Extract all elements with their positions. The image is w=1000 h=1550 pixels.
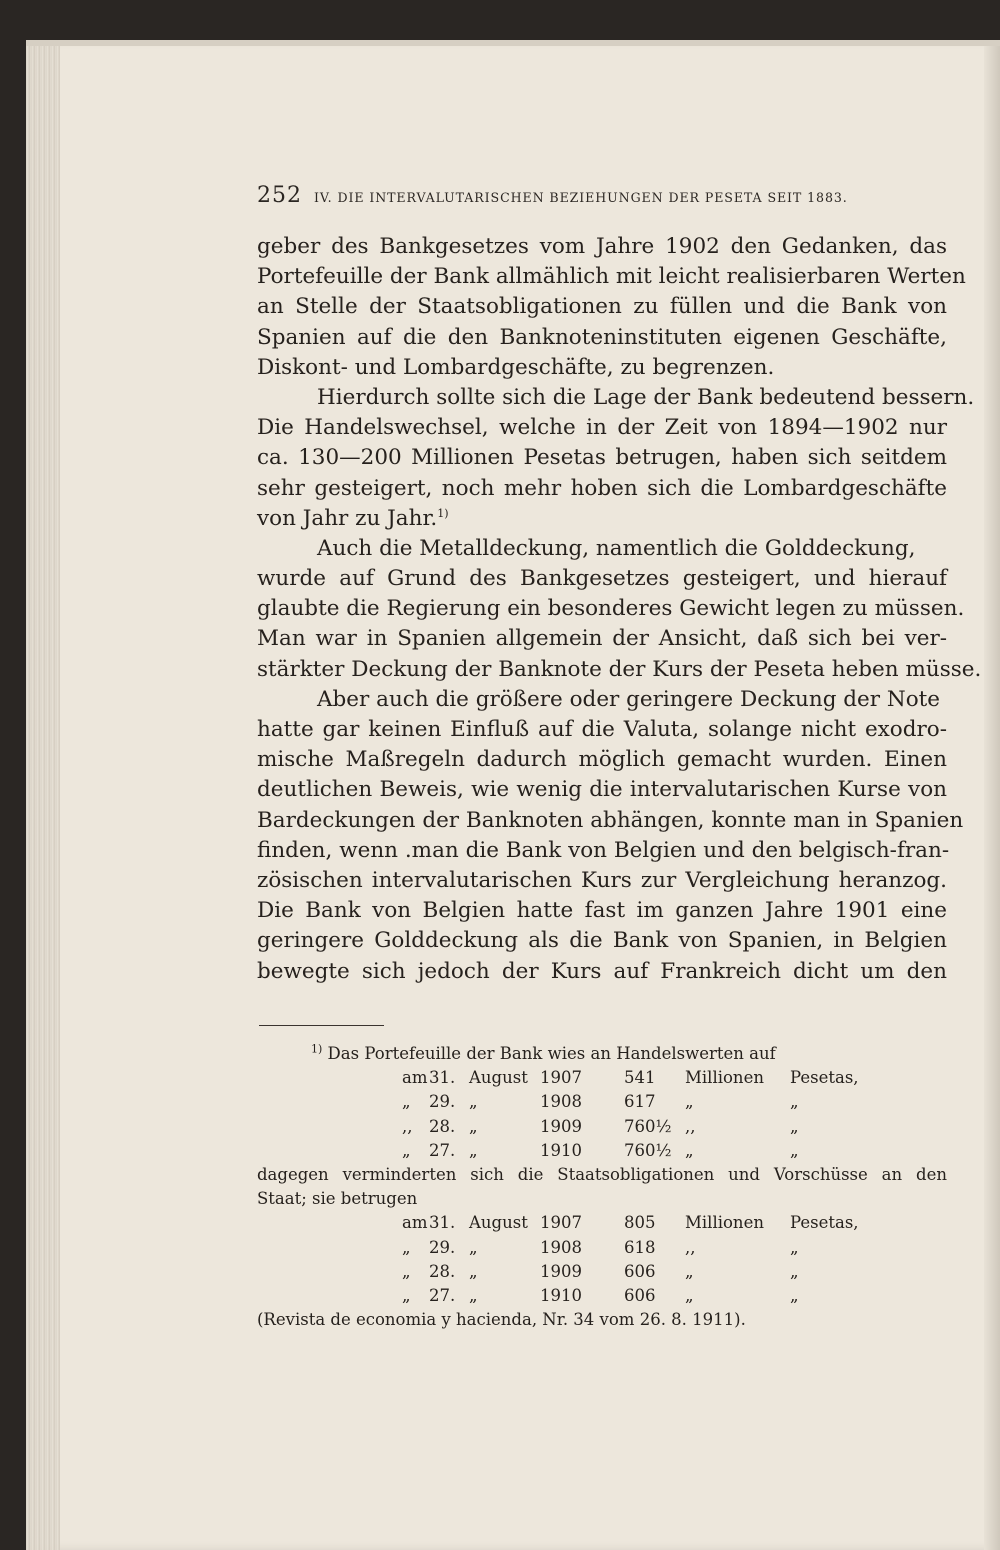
table-cell-value: 805 (624, 1213, 656, 1233)
text-line (257, 504, 947, 534)
text-line-content: finden, wenn .man die Bank von Belgien und den belgisch-fran- (257, 837, 950, 863)
table-row (257, 1090, 947, 1114)
page-edge-stack (26, 40, 60, 1550)
text-line (257, 292, 947, 322)
table-cell-day: 27. (429, 1285, 456, 1305)
text-line (257, 655, 982, 685)
table-cell-unit1: „ (685, 1140, 694, 1160)
text-line (257, 474, 947, 504)
table-cell-unit1: „ (685, 1285, 694, 1305)
text-line-content: bewegte sich jedoch der Kurs auf Frankreich dicht um den (257, 958, 947, 984)
table-cell-month: „ (469, 1140, 478, 1160)
footnote-middle-line: dagegen verminderten sich die Staatsobligationen und Vorschüsse an den (257, 1164, 947, 1184)
text-line-content: glaubte die Regierung ein besonderes Gewicht legen zu müssen. (257, 596, 965, 622)
text-line (257, 685, 947, 715)
table-cell-unit1: „ (685, 1261, 694, 1281)
table-cell-month: „ (469, 1261, 478, 1281)
text-line-content: wurde auf Grund des Bankgesetzes gesteigert, und hierauf (257, 566, 947, 592)
table-cell-year: 1908 (540, 1237, 582, 1257)
text-line-content: Die Handelswechsel, welche in der Zeit von 1894—1902 nur (257, 415, 947, 441)
table-cell-a: „ (402, 1285, 411, 1305)
table-cell-a: am (402, 1213, 428, 1233)
table-cell-month: „ (469, 1092, 478, 1112)
page-number: 252 (257, 183, 302, 208)
table-cell-day: 29. (429, 1237, 456, 1257)
table-cell-day: 27. (429, 1140, 456, 1160)
table-cell-value: 617 (624, 1092, 656, 1112)
text-line-content: Diskont- und Lombardgeschäfte, zu begrenzen. (257, 354, 775, 380)
text-line-content: stärkter Deckung der Banknote der Kurs der Peseta heben müsse. (257, 656, 982, 682)
table-cell-year: 1909 (540, 1261, 582, 1281)
text-line-content: Spanien auf die den Banknoteninstituten eigenen Geschäfte, (257, 324, 947, 350)
table-cell-a: „ (402, 1237, 411, 1257)
running-header (257, 183, 947, 213)
table-cell-year: 1907 (540, 1068, 582, 1088)
table-cell-unit2: „ (790, 1237, 799, 1257)
table-cell-day: 31. (429, 1213, 456, 1233)
table-cell-month: „ (469, 1116, 478, 1136)
table-cell-month: „ (469, 1237, 478, 1257)
table-row (257, 1139, 947, 1163)
text-line-content: an Stelle der Staatsobligationen zu füllen und die Bank von (257, 294, 947, 320)
text-line (257, 896, 947, 926)
table-cell-value: 618 (624, 1237, 656, 1257)
footnote-intro (257, 1042, 947, 1066)
table-cell-unit1: ,, (685, 1237, 696, 1257)
footnote-marker: 1) (311, 1042, 323, 1056)
footnote-middle-line-2: Staat; sie betrugen (257, 1189, 418, 1209)
table-cell-month: „ (469, 1285, 478, 1305)
text-line (257, 715, 947, 745)
text-line (257, 353, 947, 383)
text-line-content: deutlichen Beweis, wie wenig die intervalutarischen Kurse von (257, 777, 947, 803)
table-cell-unit2: „ (790, 1140, 799, 1160)
text-line (257, 775, 947, 805)
page-right-edge (984, 40, 1000, 1550)
table-cell-value: 606 (624, 1285, 656, 1305)
text-line (257, 866, 947, 896)
table-cell-value: 760½ (624, 1116, 672, 1136)
table-cell-unit1: Millionen (685, 1213, 764, 1233)
text-line-content: ca. 130—200 Millionen Pesetas betrugen, haben sich seitdem (257, 445, 947, 471)
text-line (257, 534, 947, 564)
text-line (257, 806, 964, 836)
table-cell-unit2: „ (790, 1261, 799, 1281)
table-cell-year: 1910 (540, 1285, 582, 1305)
table-row (257, 1260, 947, 1284)
table-cell-value: 606 (624, 1261, 656, 1281)
table-cell-a: ,, (402, 1116, 413, 1136)
table-cell-a: am (402, 1068, 428, 1088)
table-cell-a: „ (402, 1261, 411, 1281)
text-line-content: sehr gesteigert, noch mehr hoben sich die Lombardgeschäfte (257, 475, 947, 501)
table-cell-year: 1909 (540, 1116, 582, 1136)
table-cell-day: 28. (429, 1261, 456, 1281)
text-line (257, 564, 947, 594)
text-line-content: Aber auch die größere oder geringere Deckung der Note (317, 686, 941, 712)
running-title: IV. DIE INTERVALUTARISCHEN BEZIEHUNGEN DER PESETA SEIT 1883. (314, 190, 848, 205)
text-line-content: Die Bank von Belgien hatte fast im ganzen Jahre 1901 eine (257, 898, 947, 924)
table-cell-unit1: Millionen (685, 1068, 764, 1088)
page-top-edge (26, 40, 1000, 46)
body-text (257, 232, 982, 987)
table-row (257, 1284, 947, 1308)
text-line-content: Auch die Metalldeckung, namentlich die Golddeckung, (317, 535, 916, 561)
footnote-intro-text: Das Portefeuille der Bank wies an Handelswerten auf (327, 1044, 776, 1063)
text-line-content: geber des Bankgesetzes vom Jahre 1902 den Gedanken, das (257, 234, 947, 259)
table-cell-unit2: Pesetas, (790, 1068, 859, 1088)
table-row (257, 1066, 947, 1090)
text-line (257, 624, 947, 654)
text-line (257, 413, 947, 443)
table-cell-unit1: ,, (685, 1116, 696, 1136)
text-line (257, 323, 947, 353)
table-cell-day: 28. (429, 1116, 456, 1136)
table-row (257, 1211, 947, 1235)
table-cell-unit2: „ (790, 1092, 799, 1112)
table-cell-year: 1907 (540, 1213, 582, 1233)
text-line-content: von Jahr zu Jahr. (257, 505, 438, 531)
text-line-content: mische Maßregeln dadurch möglich gemacht wurden. Einen (257, 747, 947, 773)
text-line (257, 926, 947, 956)
text-line (257, 836, 950, 866)
text-line-content: Portefeuille der Bank allmählich mit leicht realisierbaren Werten (257, 264, 966, 290)
table-cell-month: August (469, 1213, 528, 1233)
text-line-content: hatte gar keinen Einfluß auf die Valuta, solange nicht exodro- (257, 717, 947, 742)
footnote-rule (259, 1025, 384, 1026)
footnote-source: (Revista de economia y hacienda, Nr. 34 vom 26. 8. 1911). (257, 1310, 746, 1330)
table-row (257, 1236, 947, 1260)
text-line (257, 957, 947, 987)
table-cell-day: 31. (429, 1068, 456, 1088)
table-cell-unit2: „ (790, 1116, 799, 1136)
footnote (257, 1042, 947, 1332)
text-line-content: Man war in Spanien allgemein der Ansicht, daß sich bei ver- (257, 626, 947, 652)
table-cell-value: 760½ (624, 1140, 672, 1160)
text-line-content: Bardeckungen der Banknoten abhängen, konnte man in Spanien (257, 807, 964, 833)
table-cell-unit1: „ (685, 1092, 694, 1112)
table-cell-unit2: Pesetas, (790, 1213, 859, 1233)
table-cell-a: „ (402, 1140, 411, 1160)
table-cell-value: 541 (624, 1068, 656, 1088)
table-cell-month: August (469, 1068, 528, 1088)
text-line (257, 443, 947, 473)
footnote-table-handelswerte (257, 1066, 947, 1163)
text-line (257, 383, 975, 413)
footnote-reference: 1) (437, 506, 449, 520)
table-cell-a: „ (402, 1092, 411, 1112)
footnote-table-staatsobligationen (257, 1211, 947, 1308)
text-line (257, 745, 947, 775)
text-line (257, 232, 947, 262)
text-line (257, 594, 965, 624)
table-cell-unit2: „ (790, 1285, 799, 1305)
table-row (257, 1115, 947, 1139)
table-cell-year: 1908 (540, 1092, 582, 1112)
text-line-content: zösischen intervalutarischen Kurs zur Vergleichung heranzog. (257, 867, 947, 893)
text-line-content: Hierdurch sollte sich die Lage der Bank bedeutend bessern. (317, 384, 975, 410)
table-cell-year: 1910 (540, 1140, 582, 1160)
table-cell-day: 29. (429, 1092, 456, 1112)
text-line (257, 262, 966, 292)
text-line-content: geringere Golddeckung als die Bank von Spanien, in Belgien (257, 928, 947, 954)
